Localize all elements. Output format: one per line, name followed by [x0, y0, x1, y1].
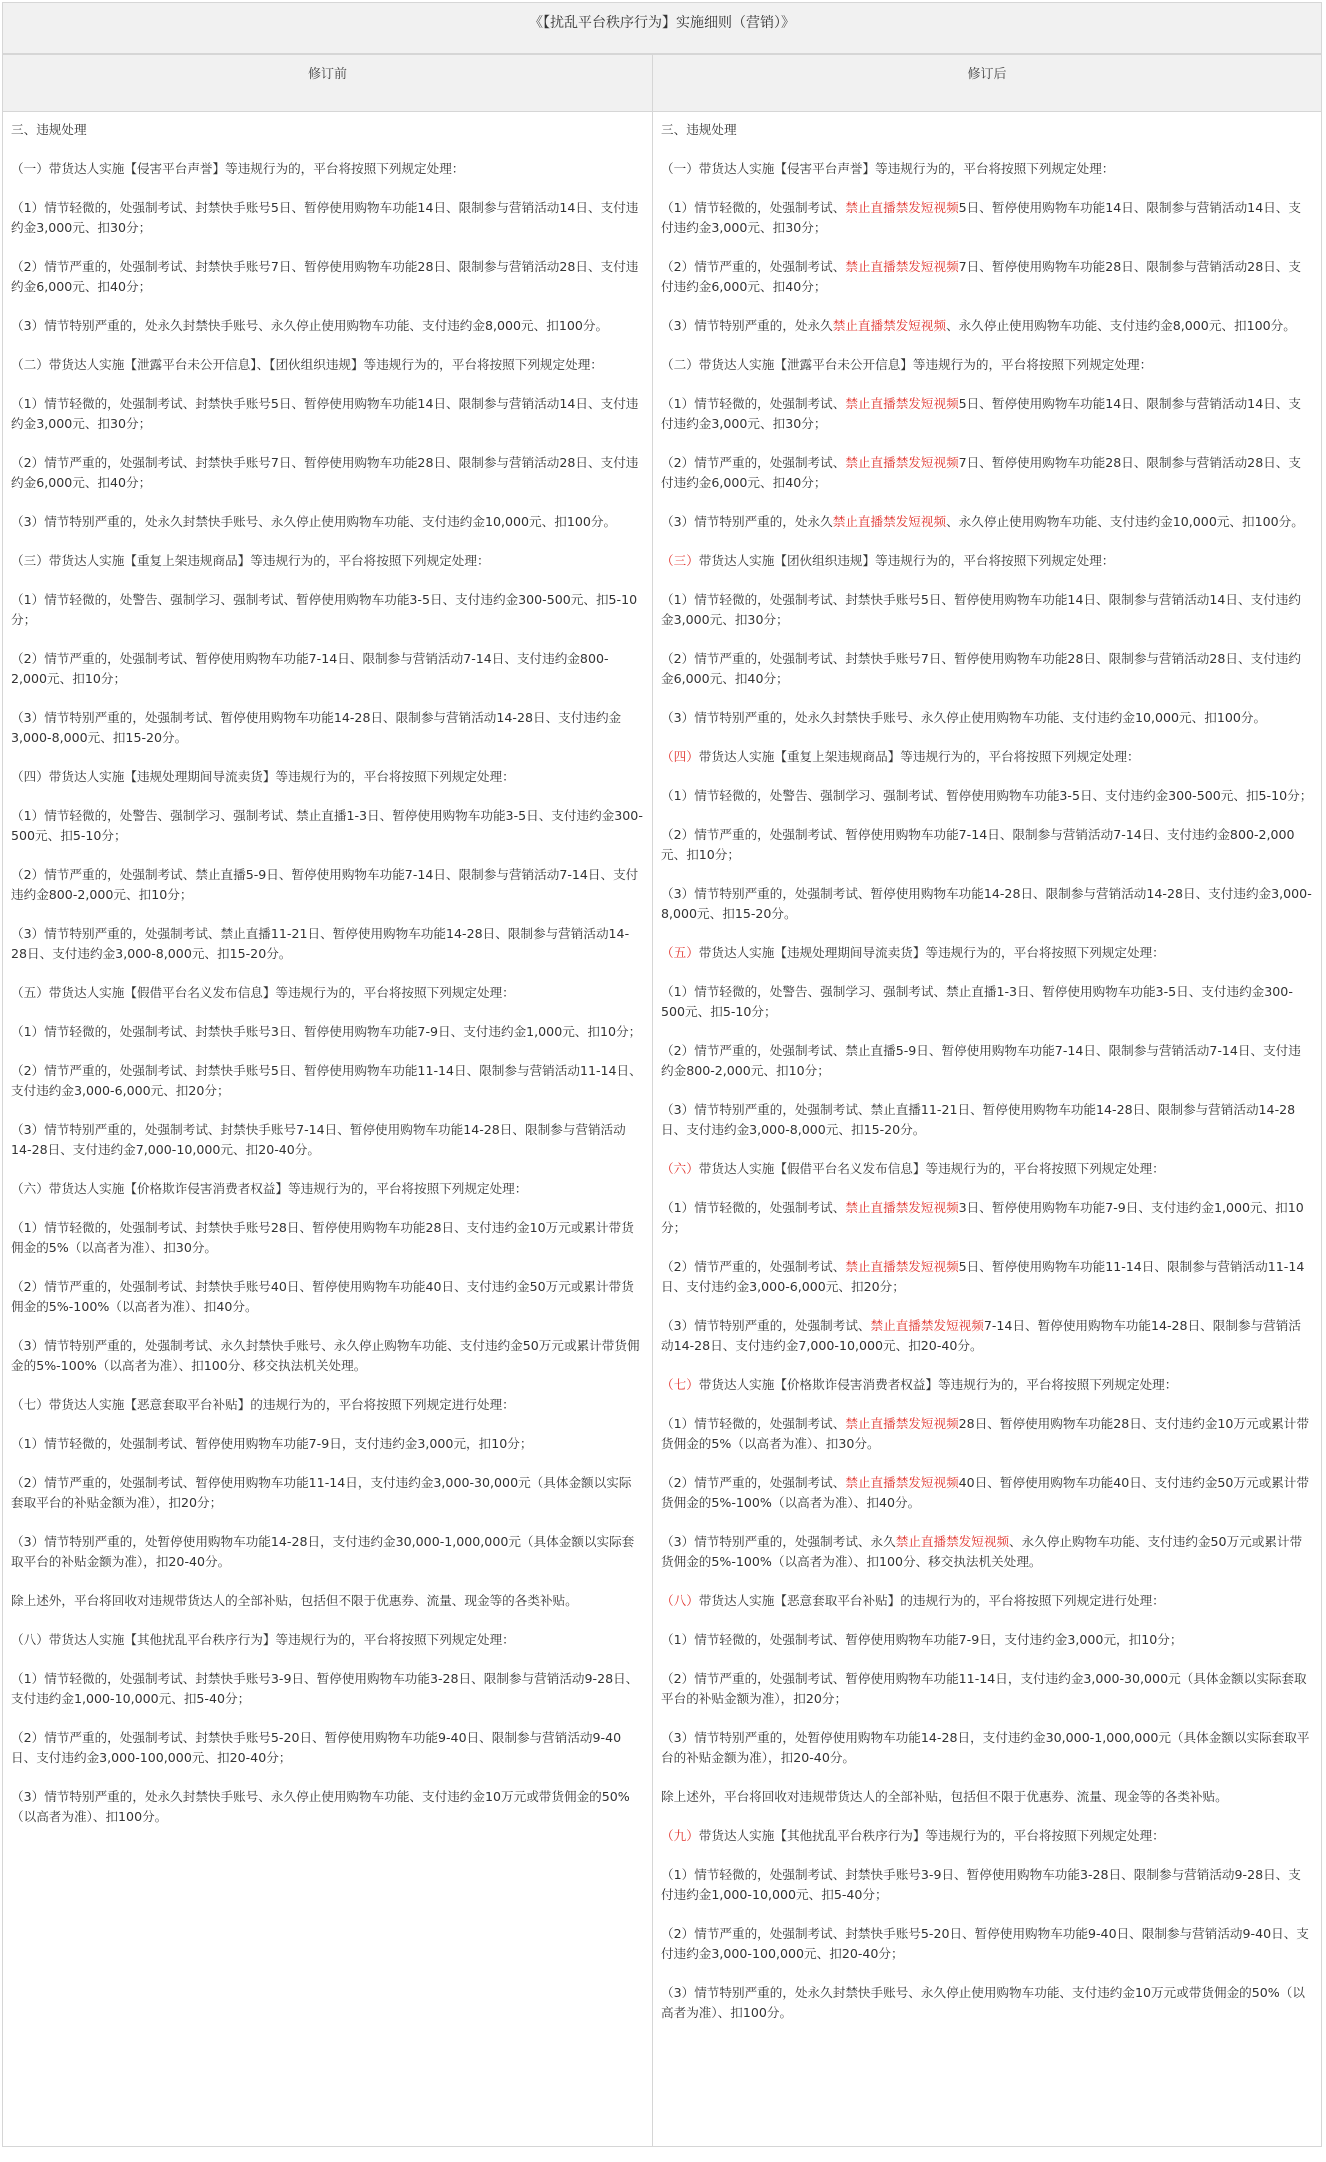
clause-text: （3）情节特别严重的，处永久	[661, 514, 833, 529]
clause-text: （2）情节严重的，处强制考试、暂停使用购物车功能7-14日、限制参与营销活动7-14日、支付违约金800-2,000元、扣10分；	[661, 827, 1295, 862]
clause-paragraph: （八）带货达人实施【其他扰乱平台秩序行为】等违规行为的，平台将按照下列规定处理：	[11, 1632, 515, 1647]
revised-text: （三）	[661, 553, 699, 568]
clause-paragraph	[661, 943, 1313, 963]
column-header-after: 修订后	[652, 54, 1322, 112]
clause-paragraph: （3）情节特别严重的，处永久封禁快手账号、永久停止使用购物车功能、支付违约金10万元或带货佣金的50%（以高者为准）、扣100分。	[11, 1789, 630, 1824]
clause-paragraph	[661, 825, 1313, 865]
clause-text: （1）情节轻微的，处强制考试、	[661, 200, 846, 215]
clause-text: （1）情节轻微的，处强制考试、	[661, 1416, 846, 1431]
clause-paragraph: （2）情节严重的，处强制考试、封禁快手账号5日、暂停使用购物车功能11-14日、限制参与营销活动11-14日、支付违约金3,000-6,000元、扣20分；	[11, 1063, 642, 1098]
revised-text: （七）	[661, 1377, 699, 1392]
revised-text: 禁止直播禁发短视频	[845, 200, 959, 215]
clause-paragraph	[661, 1159, 1313, 1179]
clause-paragraph	[661, 1787, 1313, 1807]
clause-text: （3）情节特别严重的，处永久封禁快手账号、永久停止使用购物车功能、支付违约金10,000元、扣100分。	[661, 710, 1267, 725]
clause-text: 28日、暂停使用购物车功能28日、支付违约金10万元或累计带货佣金的5%（以高者为准）、扣30分。	[661, 1416, 1309, 1451]
clause-text: （1）情节轻微的，处强制考试、封禁快手账号3-9日、暂停使用购物车功能3-28日、限制参与营销活动9-28日、支付违约金1,000-10,000元、扣5-40分；	[661, 1867, 1301, 1902]
section-heading: 三、违规处理	[11, 122, 87, 137]
clause-paragraph: （2）情节严重的，处强制考试、封禁快手账号40日、暂停使用购物车功能40日、支付违约金50万元或累计带货佣金的5%-100%（以高者为准）、扣40分。	[11, 1279, 634, 1314]
clause-paragraph: （五）带货达人实施【假借平台名义发布信息】等违规行为的，平台将按照下列规定处理：	[11, 985, 515, 1000]
revised-text: （五）	[661, 945, 699, 960]
clause-text: 、永久停止使用购物车功能、支付违约金10,000元、扣100分。	[946, 514, 1304, 529]
clause-text: （3）情节特别严重的，处强制考试、禁止直播11-21日、暂停使用购物车功能14-28日、限制参与营销活动14-28日、支付违约金3,000-8,000元、扣15-20分。	[661, 1102, 1296, 1137]
clause-paragraph: （3）情节特别严重的，处强制考试、封禁快手账号7-14日、暂停使用购物车功能14-28日、限制参与营销活动14-28日、支付违约金7,000-10,000元、扣20-40分。	[11, 1122, 626, 1157]
clause-paragraph	[661, 316, 1313, 336]
clause-paragraph: （1）情节轻微的，处强制考试、封禁快手账号5日、暂停使用购物车功能14日、限制参与营销活动14日、支付违约金3,000元、扣30分；	[11, 200, 639, 235]
clause-text: （1）情节轻微的，处强制考试、封禁快手账号5日、暂停使用购物车功能14日、限制参与营销活动14日、支付违约金3,000元、扣30分；	[661, 592, 1301, 627]
clause-paragraph	[661, 1473, 1313, 1513]
clause-paragraph: （2）情节严重的，处强制考试、封禁快手账号7日、暂停使用购物车功能28日、限制参与营销活动28日、支付违约金6,000元、扣40分；	[11, 259, 639, 294]
clause-paragraph: （三）带货达人实施【重复上架违规商品】等违规行为的，平台将按照下列规定处理：	[11, 553, 490, 568]
clause-paragraph: （3）情节特别严重的，处强制考试、暂停使用购物车功能14-28日、限制参与营销活动14-28日、支付违约金3,000-8,000元、扣15-20分。	[11, 710, 622, 745]
revised-text: 禁止直播禁发短视频	[845, 1475, 959, 1490]
clause-text: 5日、暂停使用购物车功能14日、限制参与营销活动14日、支付违约金3,000元、扣30分；	[661, 396, 1301, 431]
clause-paragraph	[661, 257, 1313, 297]
revised-text: 禁止直播禁发短视频	[895, 1534, 1010, 1549]
clause-text: （3）情节特别严重的，处永久封禁快手账号、永久停止使用购物车功能、支付违约金10万元或带货佣金的50%（以高者为准）、扣100分。	[661, 1985, 1305, 2020]
clause-paragraph	[661, 590, 1313, 630]
clause-paragraph: （1）情节轻微的，处警告、强制学习、强制考试、暂停使用购物车功能3-5日、支付违约金300-500元、扣5-10分；	[11, 592, 638, 627]
clause-paragraph: （3）情节特别严重的，处强制考试、永久封禁快手账号、永久停止购物车功能、支付违约金50万元或累计带货佣金的5%-100%（以高者为准）、扣100分、移交执法机关处理。	[11, 1338, 640, 1373]
clause-text: 除上述外，平台将回收对违规带货达人的全部补贴，包括但不限于优惠券、流量、现金等的各类补贴。	[661, 1789, 1228, 1804]
clause-paragraph: （1）情节轻微的，处强制考试、封禁快手账号28日、暂停使用购物车功能28日、支付违约金10万元或累计带货佣金的5%（以高者为准）、扣30分。	[11, 1220, 634, 1255]
revised-text: 禁止直播禁发短视频	[832, 514, 947, 529]
clause-paragraph	[661, 1924, 1313, 1964]
clause-text: （1）情节轻微的，处强制考试、	[661, 396, 846, 411]
revised-text: （六）	[661, 1161, 699, 1176]
after-column	[652, 111, 1322, 2147]
clause-text: （2）情节严重的，处强制考试、暂停使用购物车功能11-14日，支付违约金3,000-30,000元（具体金额以实际套取平台的补贴金额为准），扣20分；	[661, 1671, 1307, 1706]
clause-text: （1）情节轻微的，处警告、强制学习、强制考试、暂停使用购物车功能3-5日、支付违约金300-500元、扣5-10分；	[661, 788, 1313, 803]
clause-paragraph	[661, 1826, 1313, 1846]
clause-text: （1）情节轻微的，处警告、强制学习、强制考试、禁止直播1-3日、暂停使用购物车功能3-5日、支付违约金300-500元、扣5-10分；	[661, 984, 1293, 1019]
clause-text: 7日、暂停使用购物车功能28日、限制参与营销活动28日、支付违约金6,000元、扣40分；	[661, 259, 1301, 294]
clause-paragraph	[661, 159, 1313, 179]
clause-paragraph	[661, 1630, 1313, 1650]
clause-text: 5日、暂停使用购物车功能11-14日、限制参与营销活动11-14日、支付违约金3,000-6,000元、扣20分；	[661, 1259, 1305, 1294]
clause-text: （1）情节轻微的，处强制考试、暂停使用购物车功能7-9日，支付违约金3,000元，扣10分；	[661, 1632, 1183, 1647]
revised-text: （八）	[661, 1593, 699, 1608]
clause-paragraph: （1）情节轻微的，处警告、强制学习、强制考试、禁止直播1-3日、暂停使用购物车功能3-5日、支付违约金300-500元、扣5-10分；	[11, 808, 643, 843]
clause-text: （2）情节严重的，处强制考试、	[661, 259, 846, 274]
clause-paragraph: （一）带货达人实施【侵害平台声誉】等违规行为的，平台将按照下列规定处理：	[11, 161, 465, 176]
clause-paragraph: （2）情节严重的，处强制考试、禁止直播5-9日、暂停使用购物车功能7-14日、限制参与营销活动7-14日、支付违约金800-2,000元、扣10分；	[11, 867, 639, 902]
clause-text: （2）情节严重的，处强制考试、	[661, 455, 846, 470]
clause-paragraph	[661, 1532, 1313, 1572]
clause-paragraph: 除上述外，平台将回收对违规带货达人的全部补贴，包括但不限于优惠券、流量、现金等的各类补贴。	[11, 1593, 578, 1608]
clause-text: （1）情节轻微的，处强制考试、	[661, 1200, 846, 1215]
clause-paragraph: （3）情节特别严重的，处强制考试、禁止直播11-21日、暂停使用购物车功能14-28日、限制参与营销活动14-28日、支付违约金3,000-8,000元、扣15-20分。	[11, 926, 630, 961]
revised-text: 禁止直播禁发短视频	[845, 1200, 959, 1215]
clause-text: （3）情节特别严重的，处强制考试、	[661, 1318, 871, 1333]
clause-paragraph	[661, 1100, 1313, 1140]
section-heading	[661, 120, 1313, 140]
clause-paragraph	[661, 394, 1313, 434]
clause-paragraph: （1）情节轻微的，处强制考试、暂停使用购物车功能7-9日，支付违约金3,000元，扣10分；	[11, 1436, 533, 1451]
revised-text: 禁止直播禁发短视频	[870, 1318, 984, 1333]
clause-paragraph: （六）带货达人实施【价格欺诈侵害消费者权益】等违规行为的，平台将按照下列规定处理：	[11, 1181, 528, 1196]
clause-paragraph: （1）情节轻微的，处强制考试、封禁快手账号3-9日、暂停使用购物车功能3-28日、限制参与营销活动9-28日、支付违约金1,000-10,000元、扣5-40分；	[11, 1671, 639, 1706]
clause-text: 7-14日、暂停使用购物车功能14-28日、限制参与营销活动14-28日、支付违约金7,000-10,000元、扣20-40分。	[661, 1318, 1301, 1353]
revised-text: 禁止直播禁发短视频	[845, 1259, 959, 1274]
clause-text: （3）情节特别严重的，处暂停使用购物车功能14-28日，支付违约金30,000-1,000,000元（具体金额以实际套取平台的补贴金额为准），扣20-40分。	[661, 1730, 1310, 1765]
clause-paragraph	[661, 1257, 1313, 1297]
clause-paragraph	[661, 747, 1313, 767]
clause-paragraph	[661, 355, 1313, 375]
clause-text: 5日、暂停使用购物车功能14日、限制参与营销活动14日、支付违约金3,000元、扣30分；	[661, 200, 1301, 235]
clause-paragraph	[661, 512, 1313, 532]
clause-paragraph	[661, 982, 1313, 1022]
clause-text: （2）情节严重的，处强制考试、禁止直播5-9日、暂停使用购物车功能7-14日、限制参与营销活动7-14日、支付违约金800-2,000元、扣10分；	[661, 1043, 1301, 1078]
clause-paragraph: （二）带货达人实施【泄露平台未公开信息】、【团伙组织违规】等违规行为的，平台将按照下列规定处理：	[11, 357, 603, 372]
clause-paragraph	[661, 649, 1313, 689]
clause-text: （2）情节严重的，处强制考试、	[661, 1475, 846, 1490]
document-title: 《【扰乱平台秩序行为】实施细则（营销）》	[2, 2, 1322, 54]
clause-paragraph	[661, 786, 1313, 806]
clause-text: （一）带货达人实施【侵害平台声誉】等违规行为的，平台将按照下列规定处理：	[661, 161, 1115, 176]
clause-text: 带货达人实施【价格欺诈侵害消费者权益】等违规行为的，平台将按照下列规定处理：	[698, 1377, 1178, 1392]
clause-text: 带货达人实施【恶意套取平台补贴】的违规行为的，平台将按照下列规定进行处理：	[698, 1593, 1165, 1608]
clause-text: （二）带货达人实施【泄露平台未公开信息】等违规行为的，平台将按照下列规定处理：	[661, 357, 1153, 372]
clause-paragraph	[661, 1414, 1313, 1454]
clause-paragraph: （3）情节特别严重的，处暂停使用购物车功能14-28日，支付违约金30,000-1,000,000元（具体金额以实际套取平台的补贴金额为准），扣20-40分。	[11, 1534, 635, 1569]
clause-paragraph: （2）情节严重的，处强制考试、封禁快手账号5-20日、暂停使用购物车功能9-40日、限制参与营销活动9-40日、支付违约金3,000-100,000元、扣20-40分；	[11, 1730, 622, 1765]
clause-text: 带货达人实施【重复上架违规商品】等违规行为的，平台将按照下列规定处理：	[698, 749, 1140, 764]
clause-paragraph	[661, 1316, 1313, 1356]
clause-paragraph: （1）情节轻微的，处强制考试、封禁快手账号3日、暂停使用购物车功能7-9日、支付违约金1,000元、扣10分；	[11, 1024, 642, 1039]
clause-paragraph: （2）情节严重的，处强制考试、封禁快手账号7日、暂停使用购物车功能28日、限制参与营销活动28日、支付违约金6,000元、扣40分；	[11, 455, 639, 490]
clause-text: （2）情节严重的，处强制考试、封禁快手账号7日、暂停使用购物车功能28日、限制参与营销活动28日、支付违约金6,000元、扣40分；	[661, 651, 1301, 686]
clause-paragraph	[661, 1983, 1313, 2023]
clause-paragraph	[661, 1375, 1313, 1395]
revised-text: 禁止直播禁发短视频	[832, 318, 947, 333]
clause-text: （2）情节严重的，处强制考试、	[661, 1259, 846, 1274]
clause-paragraph	[661, 1198, 1313, 1238]
clause-text: （3）情节特别严重的，处强制考试、永久	[661, 1534, 896, 1549]
clause-paragraph: （2）情节严重的，处强制考试、暂停使用购物车功能11-14日，支付违约金3,000-30,000元（具体金额以实际套取平台的补贴金额为准），扣20分；	[11, 1475, 632, 1510]
before-column	[2, 111, 653, 2147]
clause-paragraph: （2）情节严重的，处强制考试、暂停使用购物车功能7-14日、限制参与营销活动7-14日、支付违约金800-2,000元、扣10分；	[11, 651, 609, 686]
clause-paragraph: （3）情节特别严重的，处永久封禁快手账号、永久停止使用购物车功能、支付违约金8,000元、扣100分。	[11, 318, 609, 333]
clause-paragraph: （1）情节轻微的，处强制考试、封禁快手账号5日、暂停使用购物车功能14日、限制参与营销活动14日、支付违约金3,000元、扣30分；	[11, 396, 639, 431]
revised-text: 禁止直播禁发短视频	[845, 455, 959, 470]
clause-paragraph	[661, 551, 1313, 571]
clause-text: （3）情节特别严重的，处永久	[661, 318, 833, 333]
clause-text: （3）情节特别严重的，处强制考试、暂停使用购物车功能14-28日、限制参与营销活动14-28日、支付违约金3,000-8,000元、扣15-20分。	[661, 886, 1312, 921]
revised-text: （四）	[661, 749, 699, 764]
clause-text: 40日、暂停使用购物车功能40日、支付违约金50万元或累计带货佣金的5%-100%（以高者为准）、扣40分。	[661, 1475, 1309, 1510]
clause-paragraph: （四）带货达人实施【违规处理期间导流卖货】等违规行为的，平台将按照下列规定处理：	[11, 769, 515, 784]
clause-paragraph	[661, 1669, 1313, 1709]
clause-text: 7日、暂停使用购物车功能28日、限制参与营销活动28日、支付违约金6,000元、扣40分；	[661, 455, 1301, 490]
clause-paragraph	[661, 884, 1313, 924]
clause-text: 带货达人实施【团伙组织违规】等违规行为的，平台将按照下列规定处理：	[698, 553, 1115, 568]
clause-paragraph	[661, 708, 1313, 728]
clause-text: 带货达人实施【违规处理期间导流卖货】等违规行为的，平台将按照下列规定处理：	[698, 945, 1165, 960]
revised-text: 禁止直播禁发短视频	[845, 1416, 959, 1431]
clause-text: （2）情节严重的，处强制考试、封禁快手账号5-20日、暂停使用购物车功能9-40日、限制参与营销活动9-40日、支付违约金3,000-100,000元、扣20-40分；	[661, 1926, 1309, 1961]
clause-text: 带货达人实施【其他扰乱平台秩序行为】等违规行为的，平台将按照下列规定处理：	[698, 1828, 1165, 1843]
clause-text: 、永久停止购物车功能、支付违约金50万元或累计带货佣金的5%-100%（以高者为准）、扣100分、移交执法机关处理。	[661, 1534, 1303, 1569]
clause-paragraph	[661, 453, 1313, 493]
clause-text: 3日、暂停使用购物车功能7-9日、支付违约金1,000元、扣10分；	[661, 1200, 1304, 1235]
clause-text: 三、违规处理	[661, 122, 737, 137]
clause-paragraph	[661, 1728, 1313, 1768]
clause-paragraph	[661, 1865, 1313, 1905]
clause-paragraph	[661, 198, 1313, 238]
clause-text: 、永久停止使用购物车功能、支付违约金8,000元、扣100分。	[946, 318, 1296, 333]
clause-paragraph: （3）情节特别严重的，处永久封禁快手账号、永久停止使用购物车功能、支付违约金10,000元、扣100分。	[11, 514, 617, 529]
column-header-before: 修订前	[2, 54, 653, 112]
revised-text: （九）	[661, 1828, 699, 1843]
revised-text: 禁止直播禁发短视频	[845, 259, 959, 274]
revised-text: 禁止直播禁发短视频	[845, 396, 959, 411]
clause-paragraph	[661, 1041, 1313, 1081]
clause-paragraph: （七）带货达人实施【恶意套取平台补贴】的违规行为的，平台将按照下列规定进行处理：	[11, 1397, 515, 1412]
clause-paragraph	[661, 1591, 1313, 1611]
clause-text: 带货达人实施【假借平台名义发布信息】等违规行为的，平台将按照下列规定处理：	[698, 1161, 1165, 1176]
